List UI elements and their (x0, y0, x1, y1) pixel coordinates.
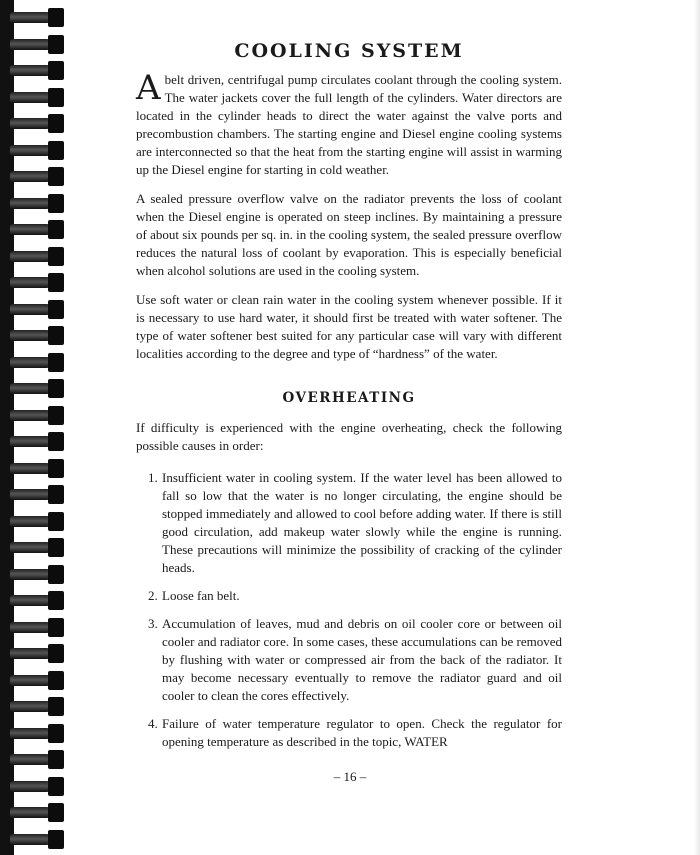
binding-coil (10, 141, 66, 160)
list-item-number: 1. (148, 470, 158, 485)
coil-tab (48, 326, 64, 345)
coil-ring (10, 12, 50, 23)
coil-tab (48, 35, 64, 54)
page-edge-shade (694, 0, 700, 855)
list-item-text: Loose fan belt. (162, 588, 240, 603)
coil-ring (10, 198, 50, 209)
coil-ring (10, 65, 50, 76)
coil-ring (10, 595, 50, 606)
binding-coil (10, 379, 66, 398)
spiral-binding (0, 0, 70, 855)
binding-coil (10, 459, 66, 478)
coil-ring (10, 569, 50, 580)
coil-tab (48, 565, 64, 584)
coil-tab (48, 141, 64, 160)
binding-coil (10, 247, 66, 266)
coil-ring (10, 92, 50, 103)
list-item (136, 469, 562, 577)
coil-ring (10, 357, 50, 368)
binding-coil (10, 61, 66, 80)
coil-ring (10, 118, 50, 129)
list-item (136, 615, 562, 705)
coil-tab (48, 750, 64, 769)
coil-ring (10, 807, 50, 818)
list-item-number: 3. (148, 616, 158, 631)
binding-coil (10, 644, 66, 663)
paragraph-soft-water: Use soft water or clean rain water in the cooling system whenever possible. If it is necessary to use hard water, it should first be treated with water softener. The type of water softener best suited for any particular case will vary with different localities according to the degree and type of “hardness” of the water. (136, 292, 562, 361)
coil-ring (10, 436, 50, 447)
coil-ring (10, 410, 50, 421)
list-item-text: Failure of water temperature regulator to open. Check the regulator for opening temperature as described in the topic, WATER (162, 716, 562, 749)
coil-ring (10, 304, 50, 315)
coil-tab (48, 671, 64, 690)
coil-tab (48, 538, 64, 557)
binding-coil (10, 353, 66, 372)
coil-ring (10, 701, 50, 712)
page-number: – 16 – (333, 769, 367, 784)
coil-ring (10, 728, 50, 739)
intro-paragraph (136, 68, 562, 179)
coil-ring (10, 330, 50, 341)
coil-tab (48, 697, 64, 716)
binding-coil (10, 565, 66, 584)
coil-ring (10, 489, 50, 500)
binding-coil (10, 406, 66, 425)
coil-ring (10, 39, 50, 50)
list-item (136, 587, 562, 605)
coil-tab (48, 485, 64, 504)
list-item (136, 715, 562, 751)
binding-coil (10, 88, 66, 107)
coil-tab (48, 591, 64, 610)
coil-tab (48, 61, 64, 80)
binding-coil (10, 167, 66, 186)
coil-tab (48, 114, 64, 133)
coil-tab (48, 830, 64, 849)
binding-coil (10, 803, 66, 822)
coil-tab (48, 459, 64, 478)
binding-coil (10, 618, 66, 637)
binding-coil (10, 724, 66, 743)
coil-ring (10, 542, 50, 553)
binding-coil (10, 8, 66, 27)
list-item-number: 2. (148, 588, 158, 603)
coil-tab (48, 88, 64, 107)
section-intro: If difficulty is experienced with the engine overheating, check the following possible causes in order: (136, 420, 562, 453)
binding-coil (10, 697, 66, 716)
coil-tab (48, 618, 64, 637)
coil-ring (10, 171, 50, 182)
coil-tab (48, 273, 64, 292)
coil-tab (48, 379, 64, 398)
coil-tab (48, 803, 64, 822)
coil-ring (10, 383, 50, 394)
coil-tab (48, 194, 64, 213)
binding-coil (10, 671, 66, 690)
binding-coil (10, 220, 66, 239)
coil-tab (48, 300, 64, 319)
binding-coil (10, 114, 66, 133)
binding-coil (10, 432, 66, 451)
coil-ring (10, 224, 50, 235)
coil-ring (10, 675, 50, 686)
binding-coil (10, 273, 66, 292)
drop-cap: A (136, 68, 161, 108)
binding-coil (10, 750, 66, 769)
binding-coil (10, 485, 66, 504)
coil-tab (48, 406, 64, 425)
coil-tab (48, 724, 64, 743)
page-title: COOLING SYSTEM (234, 40, 464, 62)
section-heading-overheating: OVERHEATING (282, 390, 416, 406)
coil-tab (48, 353, 64, 372)
coil-tab (48, 247, 64, 266)
list-item-text: Accumulation of leaves, mud and debris on oil cooler core or between oil cooler and radiator core. In some cases, these accumulations can be removed by flushing with water or compressed air from the back of the radiator. It may become necessary eventually to remove the radiator guard and oil cooler to clean the cores effectively. (162, 616, 562, 703)
binding-coil (10, 538, 66, 557)
coil-ring (10, 834, 50, 845)
causes-list (136, 469, 562, 751)
coil-tab (48, 432, 64, 451)
coil-ring (10, 277, 50, 288)
coil-tab (48, 167, 64, 186)
coil-ring (10, 754, 50, 765)
coil-ring (10, 516, 50, 527)
coil-tab (48, 644, 64, 663)
coil-ring (10, 251, 50, 262)
coil-tab (48, 512, 64, 531)
binding-coil (10, 591, 66, 610)
binding-coil (10, 300, 66, 319)
paragraph-pressure-valve: A sealed pressure overflow valve on the radiator prevents the loss of coolant when the Diesel engine is operated on steep inclines. By maintaining a pressure of about six pounds per sq. in. in the cooling system, the sealed pressure overflow reduces the natural loss of coolant by evaporation. This is especially beneficial when alcohol solutions are used in the cooling system. (136, 191, 562, 278)
coil-tab (48, 8, 64, 27)
binding-coil (10, 35, 66, 54)
binding-coil (10, 194, 66, 213)
list-item-number: 4. (148, 716, 158, 731)
page-content (136, 40, 562, 761)
coil-ring (10, 648, 50, 659)
coil-ring (10, 463, 50, 474)
list-item-text: Insufficient water in cooling system. If the water level has been allowed to fall so low that the water is no longer circulating, the engine should be stopped immediately and allowed to cool before adding water. If there is still good circulation, add makeup water slowly while the engine is running. These precautions will minimize the possibility of cracking of the cylinder heads. (162, 470, 562, 575)
intro-text: belt driven, centrifugal pump circulates coolant through the cooling system. The water jackets cover the full length of the cylinders. Water directors are located in the cylinder heads to direct the water against the valve ports and precombustion chambers. The starting engine and Diesel engine cooling systems are interconnected so that the heat from the starting engine will assist in warming up the Diesel engine for starting in cold weather. (136, 72, 562, 177)
binding-coil (10, 326, 66, 345)
coil-ring (10, 145, 50, 156)
coil-tab (48, 220, 64, 239)
binding-coil (10, 830, 66, 849)
binding-coil (10, 512, 66, 531)
coil-ring (10, 622, 50, 633)
